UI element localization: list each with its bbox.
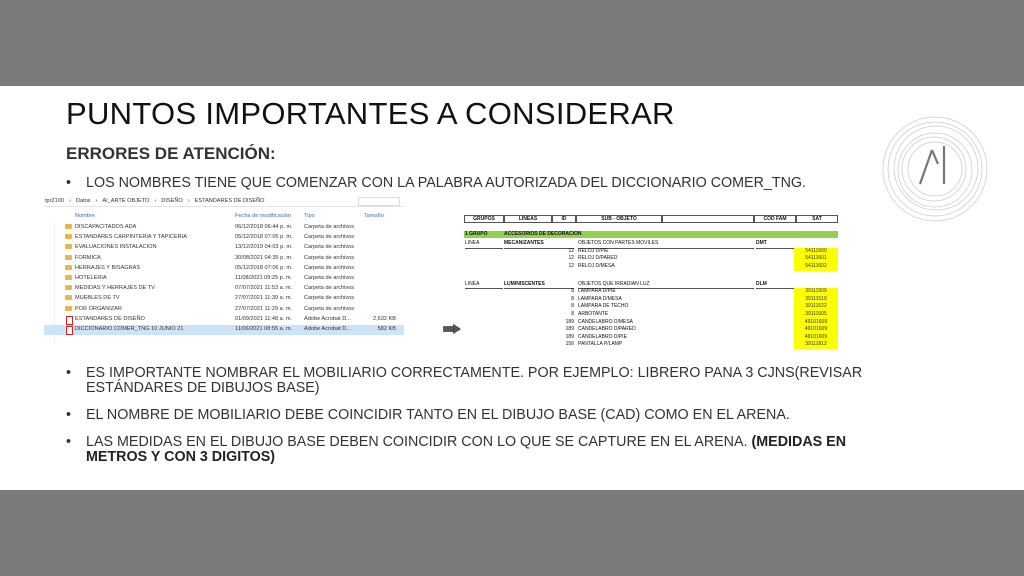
item-name: LAMPARA D/PIE <box>578 288 616 295</box>
file-date: 27/07/2021 11:39 a. m. <box>235 295 293 302</box>
file-name: ESTANDARES CARPINTERIA Y TAPICERIA <box>75 234 188 241</box>
line-label: LINEA <box>465 240 503 249</box>
item-row <box>464 326 838 334</box>
column-size[interactable]: Tamaño <box>364 213 384 219</box>
item-row <box>464 288 838 296</box>
file-name: POR ORGANIZAR <box>75 305 122 312</box>
item-row <box>464 319 838 327</box>
item-id: 156 <box>565 341 574 348</box>
file-date: 05/12/2018 07:05 p. m. <box>235 234 293 241</box>
item-row <box>464 311 838 319</box>
dictionary-table <box>464 215 838 349</box>
folder-icon <box>65 306 72 311</box>
bullet-4-bold: (MEDIDAS EN METROS Y CON 3 DIGITOS) <box>86 434 847 465</box>
file-type: Carpeta de archivos <box>304 244 355 251</box>
item-row <box>464 303 838 311</box>
family-code: DMT <box>756 240 796 249</box>
sat-code: 39111510 <box>794 296 838 304</box>
sat-code: 54111600 <box>794 248 838 256</box>
item-id: 8 <box>571 310 574 317</box>
breadcrumb-item[interactable]: AI_ARTE OBJETO <box>102 198 150 204</box>
breadcrumb-item[interactable]: DISEÑO <box>161 198 183 204</box>
file-row[interactable] <box>44 243 404 253</box>
item-id: 8 <box>571 295 574 302</box>
pdf-file-icon <box>66 316 73 325</box>
file-row[interactable] <box>44 325 404 335</box>
table-header-cell: LINEAS <box>504 215 552 223</box>
file-size: 582 KB <box>377 325 396 332</box>
folder-icon <box>65 244 72 249</box>
item-id: 189 <box>565 318 574 325</box>
file-name: DICCIONARIO COMER_TNG 10 JUNIO 21 <box>75 325 184 332</box>
folder-icon <box>65 285 72 290</box>
file-row[interactable] <box>44 254 404 264</box>
file-size: 2,632 KB <box>372 315 396 322</box>
group-label: 1 GRUPO <box>465 230 488 237</box>
explorer-search-box[interactable] <box>358 197 400 206</box>
bullet-4-text: LAS MEDIDAS EN EL DIBUJO BASE DEBEN COINCIDIR CON LO QUE SE CAPTURE EN EL ARENA. <box>86 434 752 450</box>
bullet-3-text: EL NOMBRE DE MOBILIARIO DEBE COINCIDIR TANTO EN EL DIBUJO BASE (CAD) COMO EN EL ARENA. <box>86 407 790 423</box>
sat-code: 39111522 <box>794 303 838 311</box>
item-id: 189 <box>565 333 574 340</box>
breadcrumb-separator-icon: › <box>187 198 190 204</box>
file-date: 13/12/2019 04:03 p. m. <box>235 244 293 251</box>
line-row <box>464 240 838 248</box>
item-id: 189 <box>565 326 574 333</box>
line-name: MECANIZANTES <box>504 240 574 249</box>
folder-icon <box>65 265 72 270</box>
item-name: CANDELABRO D/PARED <box>578 326 636 333</box>
line-name: LUMINISCENTES <box>504 281 574 290</box>
sat-code: 49101609 <box>794 334 838 342</box>
explorer-address-bar[interactable] <box>44 196 404 207</box>
item-name: RELOJ D/PIE <box>578 247 609 254</box>
breadcrumb-item[interactable]: Datos <box>75 198 91 204</box>
sat-code: 39111509 <box>794 288 838 296</box>
file-name: MEDIDAS Y HERRAJES DE TV <box>75 285 155 292</box>
file-type: Carpeta de archivos <box>304 224 355 230</box>
logo-icon <box>880 114 990 224</box>
slide-title: PUNTOS IMPORTANTES A CONSIDERAR <box>66 96 675 131</box>
file-date: 30/08/2021 04:35 p. m. <box>235 254 293 261</box>
line-label: LINEA <box>465 281 503 290</box>
table-header-cell: SUB - OBJETO <box>576 215 662 223</box>
file-name: HERRAJES Y BISAGRAS <box>75 264 141 271</box>
item-name: RELOJ D/PARED <box>578 255 618 262</box>
file-name: ESTANDARES DE DISEÑO <box>75 315 145 322</box>
file-row[interactable] <box>44 294 404 304</box>
column-type[interactable]: Tipo <box>304 213 315 219</box>
file-row[interactable] <box>44 223 404 233</box>
sat-code: 54111601 <box>794 255 838 263</box>
file-row[interactable] <box>44 305 404 315</box>
bullet-1-text: LOS NOMBRES TIENE QUE COMENZAR CON LA PALABRA AUTORIZADA DEL DICCIONARIO COMER_TNG. <box>86 175 807 191</box>
file-row[interactable] <box>44 264 404 274</box>
bullet-2-text: ES IMPORTANTE NOMBRAR EL MOBILIARIO CORRECTAMENTE. POR EJEMPLO: LIBRERO PANA 3 CJNS(REVISAR ESTÁNDARES DE DIBUJOS BASE) <box>86 365 863 396</box>
file-name: FORMICA <box>75 254 101 261</box>
file-type: Carpeta de archivos <box>304 305 355 312</box>
folder-icon <box>65 275 72 280</box>
file-type: Carpeta de archivos <box>304 234 355 241</box>
file-row[interactable] <box>44 284 404 294</box>
sat-code: 54111602 <box>794 263 838 271</box>
file-type: Carpeta de archivos <box>304 274 355 281</box>
item-row <box>464 341 838 349</box>
file-date: 01/09/2021 11:48 a. m. <box>235 315 293 322</box>
table-header-cell: SAT <box>796 215 838 223</box>
sat-code: 49101609 <box>794 326 838 334</box>
slide-subtitle: ERRORES DE ATENCIÓN: <box>66 144 276 163</box>
explorer-column-headers <box>44 212 404 221</box>
item-row <box>464 334 838 342</box>
file-date: 11/06/2021 08:55 a. m. <box>235 325 293 332</box>
file-type: Carpeta de archivos <box>304 295 355 302</box>
file-date: 11/08/2021 09:25 p. m. <box>235 274 293 281</box>
file-row[interactable] <box>44 233 404 243</box>
file-row[interactable] <box>44 274 404 284</box>
item-name: ARBOTANTE <box>578 310 609 317</box>
item-id: 8 <box>571 288 574 295</box>
line-row <box>464 281 838 289</box>
breadcrumb-separator-icon: › <box>95 198 98 204</box>
group-name: ACCESORIOS DE DECORACION <box>504 230 582 237</box>
file-name: HOTELERIA <box>75 274 107 281</box>
breadcrumb-item[interactable]: ESTANDARES DE DISEÑO <box>194 198 265 204</box>
folder-icon <box>65 295 72 300</box>
file-name: DISCAPACITADOS ADA <box>75 224 137 230</box>
item-id: 8 <box>571 303 574 310</box>
item-id: 12 <box>568 255 574 262</box>
file-date: 05/12/2018 07:06 p. m. <box>235 264 293 271</box>
file-name: MUEBLES DE TV <box>75 295 120 302</box>
item-name: PANTALLA P/LAMP <box>578 341 623 348</box>
breadcrumb-separator-icon: › <box>68 198 71 204</box>
file-type: Carpeta de archivos <box>304 264 355 271</box>
file-date: 06/12/2018 06:44 p. m. <box>235 224 293 230</box>
item-name: RELOJ D/MESA <box>578 262 615 269</box>
file-explorer-screenshot <box>44 196 404 346</box>
group-row <box>464 231 838 239</box>
line-description: OBJETOS CON PARTES MOVILES <box>578 240 754 249</box>
folder-icon <box>65 234 72 239</box>
item-row <box>464 248 838 256</box>
item-row <box>464 255 838 263</box>
item-name: LAMPARA D/MESA <box>578 295 622 302</box>
file-row[interactable] <box>44 315 404 325</box>
table-header-cell: GRUPOS <box>464 215 504 223</box>
pdf-file-icon <box>66 326 73 335</box>
column-name[interactable]: Nombre <box>75 213 95 219</box>
file-list <box>44 223 404 335</box>
file-type: Carpeta de archivos <box>304 254 355 261</box>
family-code: DLM <box>756 281 796 290</box>
item-name: CANDELABRO D/PIE <box>578 333 627 340</box>
sat-code: 39111505 <box>794 311 838 319</box>
file-date: 27/07/2021 11:29 a. m. <box>235 305 293 312</box>
item-id: 12 <box>568 247 574 254</box>
folder-icon <box>65 224 72 229</box>
table-header-cell <box>662 215 754 223</box>
sat-code: 39111812 <box>794 341 838 349</box>
table-header-cell: COD FAM <box>754 215 796 223</box>
folder-icon <box>65 255 72 260</box>
file-type: Adobe Acrobat D... <box>304 315 351 322</box>
slide: PUNTOS IMPORTANTES A CONSIDERAR ERRORES DE ATENCIÓN: • LOS NOMBRES TIENE QUE COMENZAR CON LA PALABRA AUTORIZADA DEL DICCIONARIO COMER_TNG. tpr2100 › Datos › AI_ARTE OBJETO › DISEÑO › ESTANDARES DE DISEÑO Nombre Fecha de modificación Tipo Tamaño DISCAPACITADOS ADA 06/12/2018 06:44 p. m. Carpeta de archivos ESTANDARES CARPINTERIA Y TAPICERIA 05/12/2018 07:05 p. m. Carpeta de archivos EVALUACIONES INSTALACION 13/12/2019 04:03 p. m. Carpeta de archivos FORMICA 30/08/2021 04:35 p. m. Carpeta de archivos HERRAJES Y BISAGRAS 05/12/2018 07:06 p. m. Carpeta de archivos HOTELERIA 11/08/2021 09:25 p. m. Carpeta de archivos MEDIDAS Y HERRAJES DE TV 07/07/2021 11:53 a. m. Carpeta de archivos MUEBLES DE TV 27/07/2021 11:39 a. m. Carpeta de archivos POR ORGANIZAR 27/07/2021 11:29 a. m. Carpeta de archivos ESTANDARES DE DISEÑO 01/09/2021 11:48 a. m. Adobe Acrobat D... 2,632 KB DICCIONARIO COMER_TNG 10 JUNIO 21 11/06/2021 08:55 a. m. Adobe Acrobat D... 582 KB GRUPOS LINEAS ID SUB - OBJETO COD FAM SAT 1 GRUPO ACCESORIOS DE DECORACION LINEA MECANIZANTES OBJETOS CON PARTES MOVILES DMT 12 RELOJ D/PIE 54111600 12 RELOJ D/PARED 54111601 12 RELOJ D/MESA 54111602 LINEA LUMINISCENTES OBJETOS QUE IRRADIAN LUZ DLM 8 LAMPARA D/PIE 39111509 8 LAMPARA D/MESA 39111510 8 LAMPARA DE TECHO 39111522 8 ARBOTANTE 39111505 189 CANDELABRO D/MESA 49101609 189 CANDELABRO D/PARED 49101609 189 CANDELABRO D/PIE 49101609 156 PANTALLA P/LAMP 39111812 • ES IMPORTANTE NOMBRAR EL MOBILIARIO CORRECTAMENTE. POR EJEMPLO: LIBRERO PANA 3 CJNS(REVISAR ESTÁNDARES DE DIBUJOS BASE) • EL NOMBRE DE MOBILIARIO DEBE COINCIDIR TANTO EN EL DIBUJO BASE (CAD) COMO EN EL ARENA. • LAS MEDIDAS EN EL DIBUJO BASE DEBEN COINCIDIR CON LO QUE SE CAPTURE EN EL ARENA. (MEDIDAS EN METROS Y CON 3 DIGITOS) <box>0 86 1024 490</box>
arrow-right-icon <box>443 324 461 334</box>
item-name: LAMPARA DE TECHO <box>578 303 629 310</box>
breadcrumb-separator-icon: › <box>154 198 157 204</box>
line-description: OBJETOS QUE IRRADIAN LUZ <box>578 281 754 290</box>
table-header-row <box>464 215 838 223</box>
item-row <box>464 263 838 271</box>
sat-code: 49101609 <box>794 319 838 327</box>
file-name: EVALUACIONES INSTALACION <box>75 244 157 251</box>
file-type: Adobe Acrobat D... <box>304 325 351 332</box>
item-id: 12 <box>568 262 574 269</box>
item-row <box>464 296 838 304</box>
column-date[interactable]: Fecha de modificación <box>235 213 291 219</box>
breadcrumb-item[interactable]: tpr2100 <box>45 198 64 204</box>
item-name: CANDELABRO D/MESA <box>578 318 634 325</box>
file-type: Carpeta de archivos <box>304 285 355 292</box>
table-header-cell: ID <box>552 215 576 223</box>
file-date: 07/07/2021 11:53 a. m. <box>235 285 293 292</box>
